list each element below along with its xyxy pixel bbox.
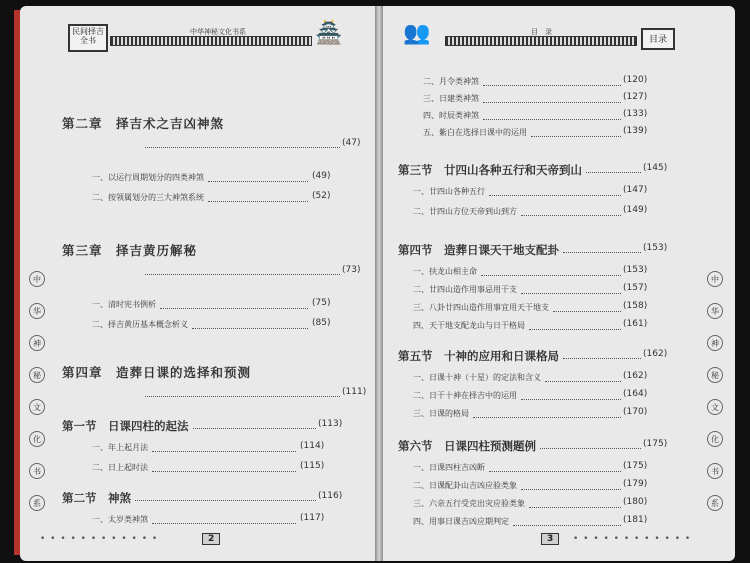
leader-dots [553, 311, 621, 312]
chapter-title: 第二章 择吉术之吉凶神煞 [62, 116, 225, 131]
toc-item-page: (158) [623, 301, 648, 311]
toc-item-page: (170) [623, 407, 648, 417]
leader-dots [483, 85, 621, 86]
side-char: 书 [707, 463, 723, 479]
toc-item: 一、太岁类神煞 [92, 515, 148, 524]
toc-item: 三、日课的格局 [413, 409, 469, 418]
section-title: 第一节 日课四柱的起法 [62, 419, 189, 433]
section-title: 第五节 十神的应用和日课格局 [398, 349, 559, 363]
leader-dots [586, 172, 641, 173]
toc-item-page: (139) [623, 126, 648, 136]
leader-dots [521, 489, 621, 490]
section-page: (153) [643, 243, 668, 253]
toc-item-page: (115) [300, 461, 325, 471]
side-char: 中 [707, 271, 723, 287]
side-char: 系 [29, 495, 45, 511]
scholar-illustration-icon: 🏯 [315, 21, 343, 46]
toc-item-page: (175) [623, 461, 648, 471]
side-char: 秘 [707, 367, 723, 383]
side-char: 文 [29, 399, 45, 415]
toc-item-page: (114) [300, 441, 325, 451]
section-title: 第三节 廿四山各种五行和天帝到山 [398, 163, 582, 177]
leader-dots [489, 195, 621, 196]
toc-item-page: (127) [623, 92, 648, 102]
toc-item: 一、日课十神（十星）的定法和含义 [413, 373, 541, 382]
toc-item-page: (117) [300, 513, 325, 523]
toc-item-page: (157) [623, 283, 648, 293]
series-title: 中华神秘文化书系 [190, 28, 246, 36]
section-title: 第四节 造葬日课天干地支配卦 [398, 243, 559, 257]
chapter-page: (111) [342, 387, 367, 397]
bottom-decor-left: • • • • • • • • • • • • [40, 534, 159, 544]
leader-dots [145, 147, 340, 148]
figures-illustration-icon: 👥 [403, 21, 431, 46]
toc-item-page: (179) [623, 479, 648, 489]
toc-item: 二、日课配卦山吉凶应验类象 [413, 481, 517, 490]
leader-dots [192, 328, 308, 329]
toc-item: 二、廿四山造作用事忌用干支 [413, 285, 517, 294]
side-char: 神 [29, 335, 45, 351]
toc-item: 一、以运行周期划分的四类神煞 [92, 173, 204, 182]
side-char: 秘 [29, 367, 45, 383]
toc-item: 一、廿四山各种五行 [413, 187, 485, 196]
toc-item: 三、日建类神煞 [423, 94, 479, 103]
toc-item: 二、日上起时法 [92, 463, 148, 472]
chapter-page: (47) [342, 138, 361, 148]
toc-item-page: (181) [623, 515, 648, 525]
header-badge-left: 民间择吉全书 [68, 24, 108, 52]
leader-dots [563, 358, 641, 359]
toc-item-page: (161) [623, 319, 648, 329]
toc-item-page: (120) [623, 75, 648, 85]
side-char: 中 [29, 271, 45, 287]
toc-item-page: (75) [312, 298, 331, 308]
toc-item: 五、紫白在选择日课中的运用 [423, 128, 527, 137]
toc-item: 二、择吉黄历基本概念析义 [92, 320, 188, 329]
leader-dots [193, 428, 317, 429]
toc-item-page: (153) [623, 265, 648, 275]
toc-item-page: (49) [312, 171, 331, 181]
side-char: 化 [29, 431, 45, 447]
side-char: 书 [29, 463, 45, 479]
page-number-left: 2 [202, 533, 220, 545]
toc-item-page: (164) [623, 389, 648, 399]
toc-item: 二、廿四山方位天帝到山到方 [413, 207, 517, 216]
section-page: (145) [643, 163, 668, 173]
leader-dots [145, 274, 340, 275]
toc-item: 二、月令类神煞 [423, 77, 479, 86]
left-page [20, 6, 375, 561]
leader-dots [540, 448, 641, 449]
side-char: 系 [707, 495, 723, 511]
section-title: 第六节 日课四柱预测题例 [398, 439, 536, 453]
toc-item: 一、扶龙山相主命 [413, 267, 477, 276]
toc-item-page: (162) [623, 371, 648, 381]
page-number-right: 3 [541, 533, 559, 545]
side-char: 化 [707, 431, 723, 447]
leader-dots [160, 308, 308, 309]
leader-dots [531, 136, 621, 137]
leader-dots [473, 417, 621, 418]
leader-dots [529, 507, 621, 508]
toc-item-page: (52) [312, 191, 331, 201]
leader-dots [483, 119, 621, 120]
toc-item-page: (149) [623, 205, 648, 215]
side-vertical-title-left [30, 271, 44, 511]
bottom-decor-right: • • • • • • • • • • • • [573, 534, 692, 544]
header-bar-right [445, 36, 637, 46]
leader-dots [145, 396, 340, 397]
section-page: (116) [318, 491, 343, 501]
chapter-title: 第三章 择吉黄历解秘 [62, 243, 198, 258]
leader-dots [152, 471, 296, 472]
leader-dots [208, 201, 308, 202]
toc-item: 一、日课四柱吉凶断 [413, 463, 485, 472]
leader-dots [521, 399, 621, 400]
leader-dots [208, 181, 308, 182]
section-page: (175) [643, 439, 668, 449]
leader-dots [152, 451, 296, 452]
leader-dots [135, 500, 316, 501]
toc-item-page: (180) [623, 497, 648, 507]
toc-item: 四、天干地支配龙山与日干格局 [413, 321, 525, 330]
leader-dots [483, 102, 621, 103]
leader-dots [521, 293, 621, 294]
toc-item-page: (85) [312, 318, 331, 328]
section-page: (162) [643, 349, 668, 359]
toc-item: 三、六亲五行受克出灾应验类象 [413, 499, 525, 508]
leader-dots [521, 215, 621, 216]
side-char: 华 [707, 303, 723, 319]
side-char: 华 [29, 303, 45, 319]
chapter-page: (73) [342, 265, 361, 275]
toc-item: 二、日干十神在择吉中的运用 [413, 391, 517, 400]
book-spine [375, 6, 383, 561]
toc-item: 四、时辰类神煞 [423, 111, 479, 120]
leader-dots [152, 523, 296, 524]
toc-item: 三、八卦廿四山造作用事宜用天干地支 [413, 303, 549, 312]
toc-item: 一、年上起月法 [92, 443, 148, 452]
toc-item: 一、清时宪书例析 [92, 300, 156, 309]
side-char: 文 [707, 399, 723, 415]
leader-dots [545, 381, 621, 382]
contents-badge: 目录 [641, 28, 675, 50]
right-page [383, 6, 735, 561]
header-bar-left [110, 36, 312, 46]
leader-dots [489, 471, 621, 472]
section-page: (113) [318, 419, 343, 429]
toc-item: 二、按领属划分的三大神煞系统 [92, 193, 204, 202]
toc-item-page: (147) [623, 185, 648, 195]
toc-item: 四、用事日课吉凶应期判定 [413, 517, 509, 526]
section-title: 第二节 神煞 [62, 491, 131, 505]
contents-header-text: 目 录 [531, 28, 552, 36]
leader-dots [563, 252, 641, 253]
chapter-title: 第四章 造葬日课的选择和预测 [62, 365, 252, 380]
leader-dots [529, 329, 621, 330]
toc-item-page: (133) [623, 109, 648, 119]
side-char: 神 [707, 335, 723, 351]
side-vertical-title-right [708, 271, 722, 511]
leader-dots [513, 525, 621, 526]
leader-dots [481, 275, 621, 276]
